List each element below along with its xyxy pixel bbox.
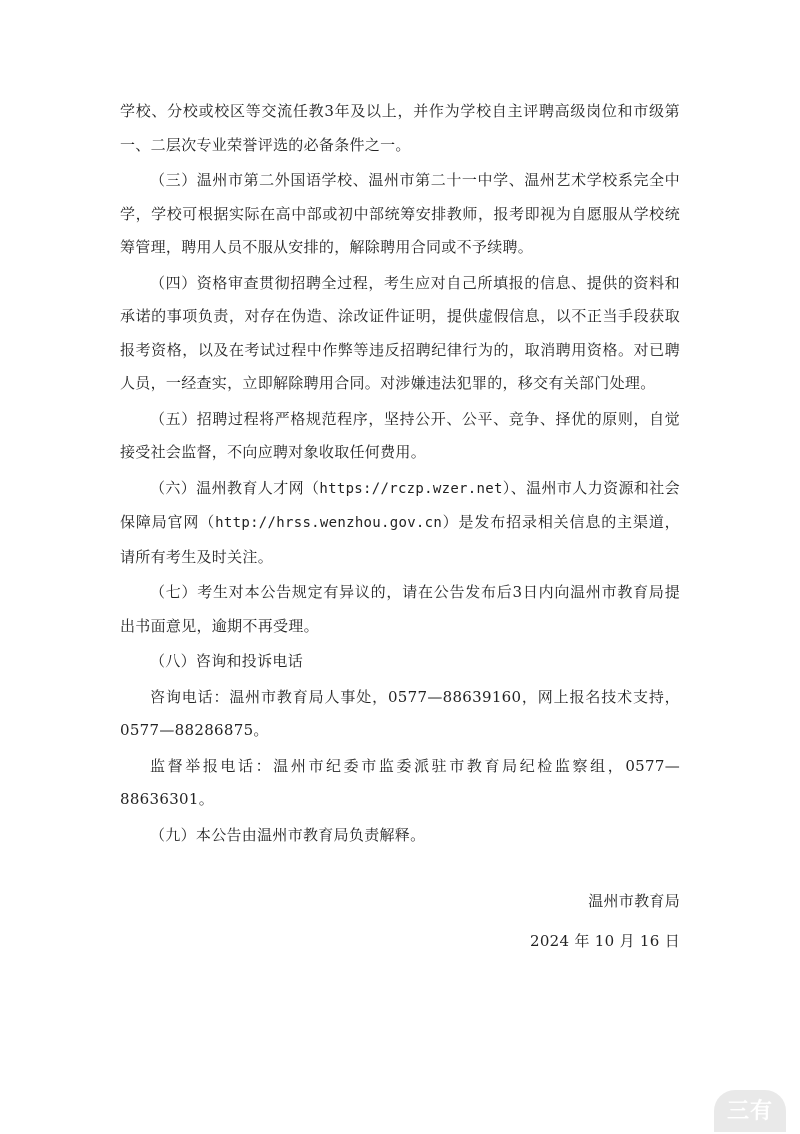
paragraph-item-5: （五）招聘过程将严格规范程序，坚持公开、公平、竞争、择优的原则，自觉接受社会监督，不向应聘对象收取任何费用。 bbox=[120, 409, 680, 461]
issue-date: 2024 年 10 月 16 日 bbox=[530, 932, 680, 950]
paragraph-item-9: （九）本公告由温州市教育局负责解释。 bbox=[150, 825, 426, 844]
hrss-url: http://hrss.wenzhou.gov.cn bbox=[215, 515, 443, 531]
report-phone-paragraph: 监督举报电话：温州市纪委市监委派驻市教育局纪检监察组，0577—88636301。 bbox=[120, 756, 680, 808]
paragraph-continuation: 学校、分校或校区等交流任教3年及以上，并作为学校自主评聘高级岗位和市级第一、二层次专业荣誉评选的必备条件之一。 bbox=[120, 102, 680, 154]
paragraph-item-8-heading: （八）咨询和投诉电话 bbox=[150, 652, 304, 670]
paragraph-item-6-lead: （六）温州教育人才网（ bbox=[150, 478, 320, 497]
education-talent-url: https://rczp.wzer.net bbox=[319, 480, 503, 497]
issuer-signature: 温州市教育局 bbox=[588, 892, 680, 910]
paragraph-item-6-tail: ）是发布招录相关信息的主渠道，请所有考生及时关注。 bbox=[120, 513, 680, 566]
paragraph-item-6 bbox=[120, 472, 680, 575]
document-body bbox=[120, 95, 680, 854]
paragraph-item-4: （四）资格审查贯彻招聘全过程，考生应对自己所填报的信息、提供的资料和承诺的事项负责，对存在伪造、涂改证件证明，提供虚假信息，以不正当手段获取报考资格，以及在考试过程中作弊等违反招聘纪律行为的，取消聘用资格。对已聘人员，一经查实，立即解除聘用合同。对涉嫌违法犯罪的，移交有关部门处理。 bbox=[120, 273, 680, 392]
consult-phone-paragraph: 咨询电话：温州市教育局人事处，0577—88639160，网上报名技术支持，0577—88286875。 bbox=[120, 687, 680, 739]
paragraph-item-7: （七）考生对本公告规定有异议的，请在公告发布后3日内向温州市教育局提出书面意见，逾期不再受理。 bbox=[120, 583, 680, 635]
watermark-logo: 三有 bbox=[714, 1090, 786, 1132]
paragraph-item-3: （三）温州市第二外国语学校、温州市第二十一中学、温州艺术学校系完全中学，学校可根据实际在高中部或初中部统筹安排教师，报考即视为自愿服从学校统筹管理，聘用人员不服从安排的，解除聘用合同或不予续聘。 bbox=[120, 171, 680, 256]
paragraph-item-6-mid: ）、温州市人力资源和社会保障局官网（ bbox=[120, 478, 680, 531]
